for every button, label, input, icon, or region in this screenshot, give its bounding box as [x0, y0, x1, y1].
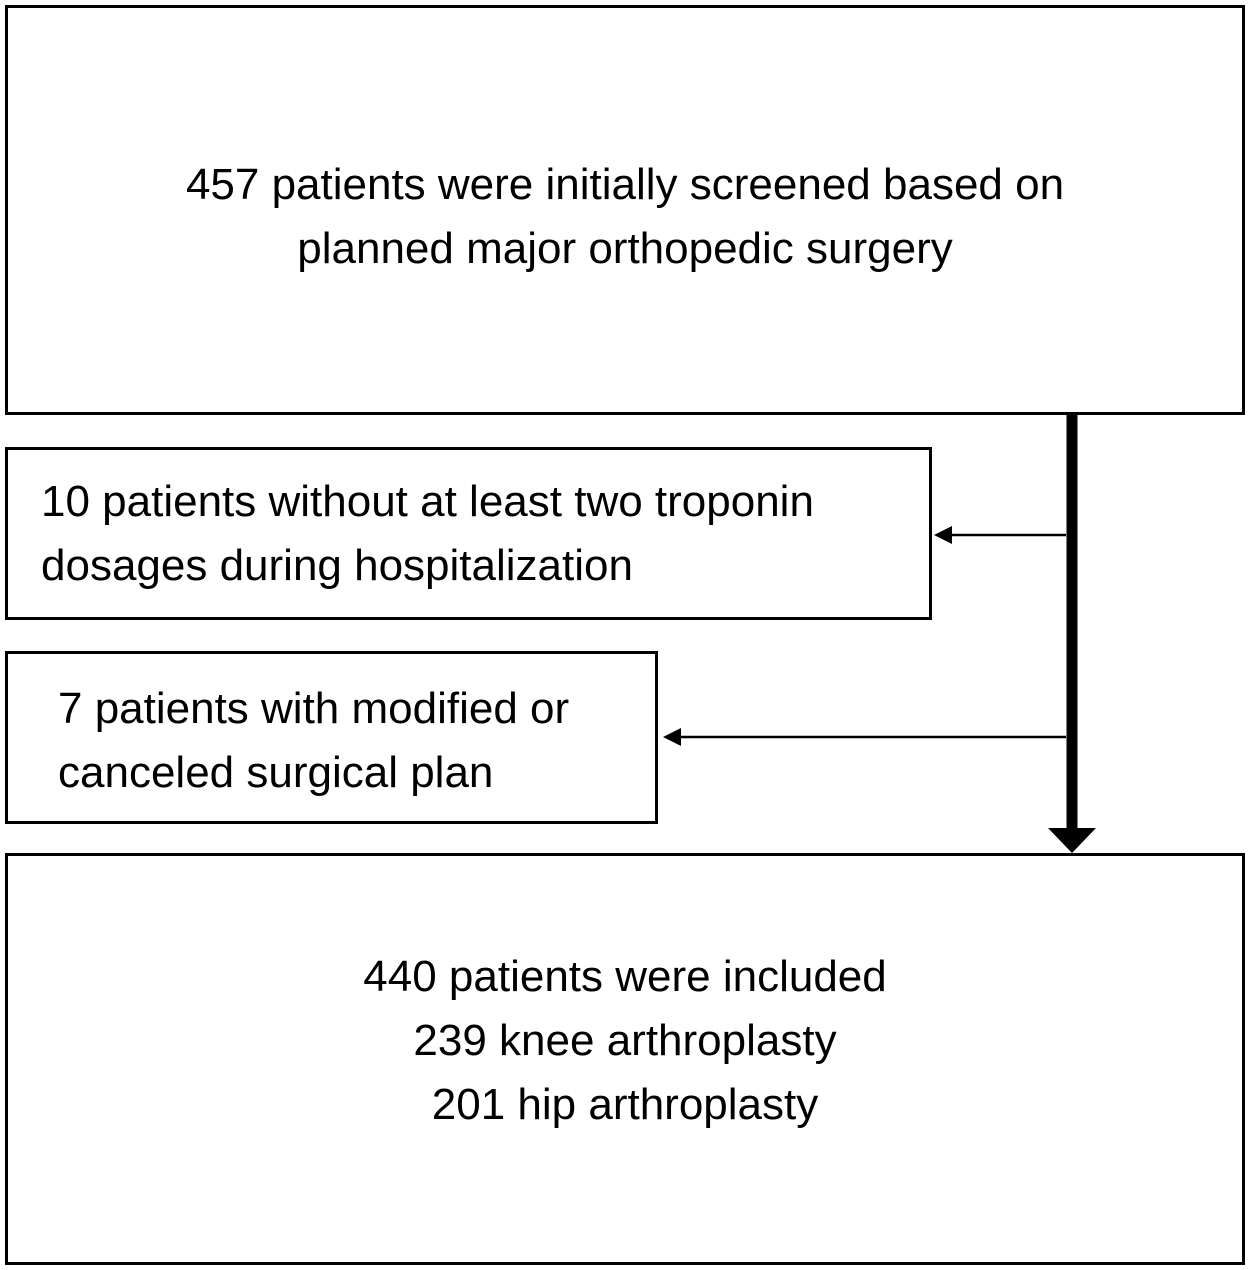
exclusion-1-line-2: dosages during hospitalization — [41, 541, 633, 590]
screened-line-1: 457 patients were initially screened based on — [185, 160, 1065, 209]
screened-line-2: planned major orthopedic surgery — [297, 224, 953, 273]
exclusion-2-arrow-head — [663, 728, 681, 746]
included-line-knee: 239 knee arthroplasty — [413, 1016, 837, 1065]
exclusion-1-arrow-head — [934, 526, 952, 544]
exclusion-2-line-2: canceled surgical plan — [58, 748, 494, 797]
exclusion-1-line-1: 10 patients without at least two troponin — [41, 477, 814, 526]
main-flow-arrow-head — [1048, 828, 1096, 853]
included-line-total: 440 patients were included — [363, 952, 887, 1001]
included-line-hip: 201 hip arthroplasty — [431, 1080, 819, 1129]
exclusion-2-line-1: 7 patients with modified or — [58, 684, 570, 733]
